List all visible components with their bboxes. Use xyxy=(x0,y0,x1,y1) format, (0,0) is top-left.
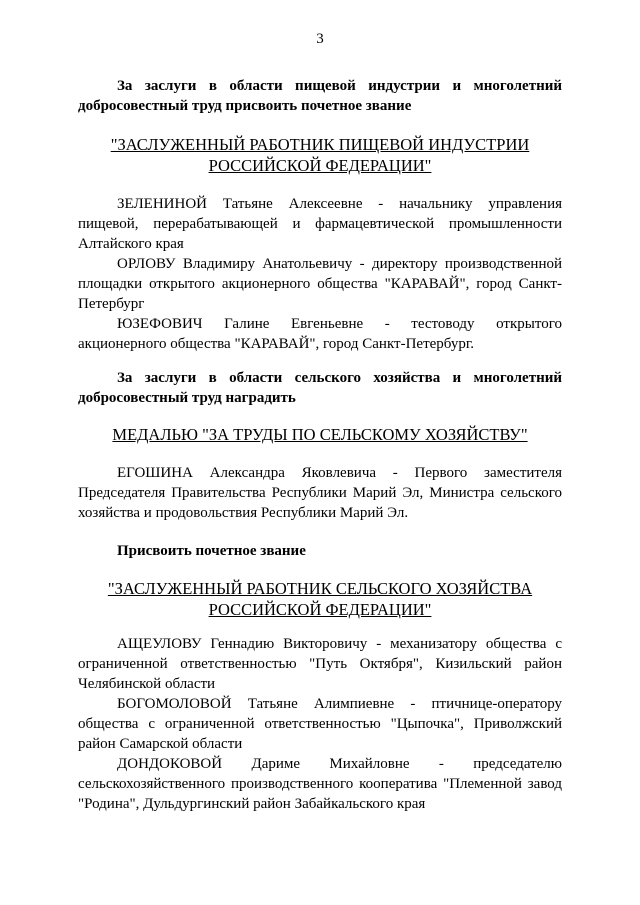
section-1-intro: За заслуги в области пищевой индустрии и многолетний добросовестный труд присвоить почетное звание xyxy=(78,78,562,114)
section-3-title-line-1: "ЗАСЛУЖЕННЫЙ РАБОТНИК СЕЛЬСКОГО ХОЗЯЙСТВА xyxy=(107,579,533,598)
award-entry: ДОНДОКОВОЙ Дариме Михайловне - председателю сельскохозяйственного производственного кооператива "Племенной завод "Родина", Дульдургинский район Забайкальского края xyxy=(78,756,562,812)
section-2-entries xyxy=(78,463,562,523)
award-entry: ЗЕЛЕНИНОЙ Татьяне Алексеевне - начальнику управления пищевой, перерабатывающей и фармацевтической промышленности Алтайского края xyxy=(78,196,562,252)
award-entry: ОРЛОВУ Владимиру Анатольевичу - директору производственной площадки открытого акционерного общества "КАРАВАЙ", город Санкт-Петербург xyxy=(78,256,562,312)
award-entry: ЕГОШИНА Александра Яковлевича - Первого заместителя Председателя Правительства Республики Марий Эл, Министра сельского хозяйства и продовольствия Республики Марий Эл. xyxy=(78,465,562,521)
page-number: 3 xyxy=(316,31,324,47)
section-2-title xyxy=(60,424,580,445)
section-1-entries xyxy=(78,194,562,354)
section-1-title-line-1: "ЗАСЛУЖЕННЫЙ РАБОТНИК ПИЩЕВОЙ ИНДУСТРИИ xyxy=(110,135,530,154)
award-entry: ЮЗЕФОВИЧ Галине Евгеньевне - тестоводу открытого акционерного общества "КАРАВАЙ", город Санкт-Петербург. xyxy=(78,316,562,352)
section-2-intro: За заслуги в области сельского хозяйства и многолетний добросовестный труд наградить xyxy=(78,370,562,406)
section-1-title xyxy=(60,134,580,176)
award-entry: БОГОМОЛОВОЙ Татьяне Алимпиевне - птичнице-оператору общества с ограниченной ответственностью "Цыпочка", Приволжский район Самарской области xyxy=(78,696,562,752)
award-entry: АЩЕУЛОВУ Геннадию Викторовичу - механизатору общества с ограниченной ответственностью "Путь Октября", Кизильский район Челябинской области xyxy=(78,636,562,692)
section-3-entries xyxy=(78,634,562,814)
section-3-title xyxy=(60,578,580,620)
section-1-title-line-2: РОССИЙСКОЙ ФЕДЕРАЦИИ" xyxy=(208,156,432,175)
section-2-title-line-1: МЕДАЛЬЮ "ЗА ТРУДЫ ПО СЕЛЬСКОМУ ХОЗЯЙСТВУ" xyxy=(112,425,528,444)
section-3-intro: Присвоить почетное звание xyxy=(117,543,306,559)
section-3-title-line-2: РОССИЙСКОЙ ФЕДЕРАЦИИ" xyxy=(208,600,432,619)
